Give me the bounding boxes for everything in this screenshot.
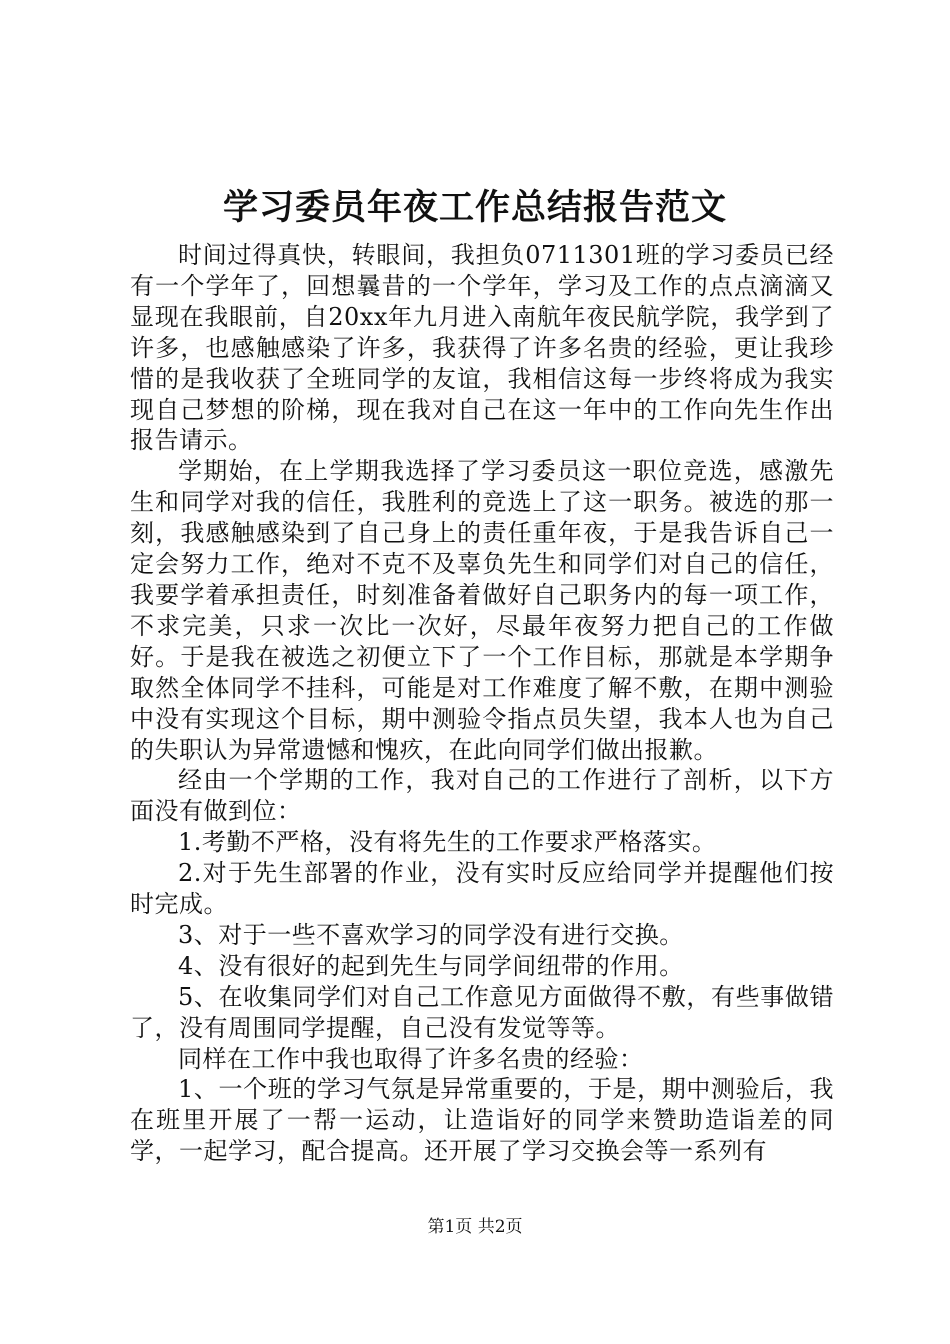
list-item: 3、对于一些不喜欢学习的同学没有进行交换。 xyxy=(178,920,684,949)
list-item: 5、在收集同学们对自己工作意见方面做得不敷，有些事做错了，没有周围同学提醒，自己没有发觉等等。 xyxy=(130,982,834,1042)
paragraph: 同样在工作中我也取得了许多名贵的经验： xyxy=(178,1044,644,1073)
paragraph: 时间过得真快，转眼间，我担负0711301班的学习委员已经有一个学年了，回想曩昔的一个学年，学习及工作的点点滴滴又显现在我眼前，自20xx年九月进入南航年夜民航学院，我学到了许多，也感触感染了许多，我获得了许多名贵的经验，更让我珍惜的是我收获了全班同学的友谊，我相信这每一步终将成为我实现自己梦想的阶梯，现在我对自己在这一年中的工作向先生作出报告请示。 xyxy=(130,241,834,455)
page-footer: 第1页 共2页 xyxy=(427,1217,523,1237)
paragraph: 经由一个学期的工作，我对自己的工作进行了剖析，以下方面没有做到位： xyxy=(130,766,834,826)
list-item: 1、一个班的学习气氛是异常重要的，于是，期中测验后，我在班里开展了一帮一运动，让造诣好的同学来赞助造诣差的同学，一起学习，配合提高。还开展了学习交换会等一系列有 xyxy=(130,1075,834,1166)
document-title: 学习委员年夜工作总结报告范文 xyxy=(222,187,727,228)
list-item: 4、没有很好的起到先生与同学间纽带的作用。 xyxy=(178,951,684,980)
document-body xyxy=(130,240,834,1167)
paragraph: 学期始，在上学期我选择了学习委员这一职位竞选，感激先生和同学对我的信任，我胜利的竞选上了这一职务。被选的那一刻，我感触感染到了自己身上的责任重年夜，于是我告诉自己一定会努力工作，绝对不克不及辜负先生和同学们对自己的信任，我要学着承担责任，时刻准备着做好自己职务内的每一项工作，不求完美，只求一次比一次好，尽最年夜努力把自己的工作做好。于是我在被选之初便立下了一个工作目标，那就是本学期争取然全体同学不挂科，可能是对工作难度了解不敷，在期中测验中没有实现这个目标，期中测验令指点员失望，我本人也为自己的失职认为异常遗憾和愧疚，在此向同学们做出报歉。 xyxy=(130,457,834,764)
list-item: 2.对于先生部署的作业，没有实时反应给同学并提醒他们按时完成。 xyxy=(130,859,834,919)
list-item: 1.考勤不严格，没有将先生的工作要求严格落实。 xyxy=(178,828,717,857)
